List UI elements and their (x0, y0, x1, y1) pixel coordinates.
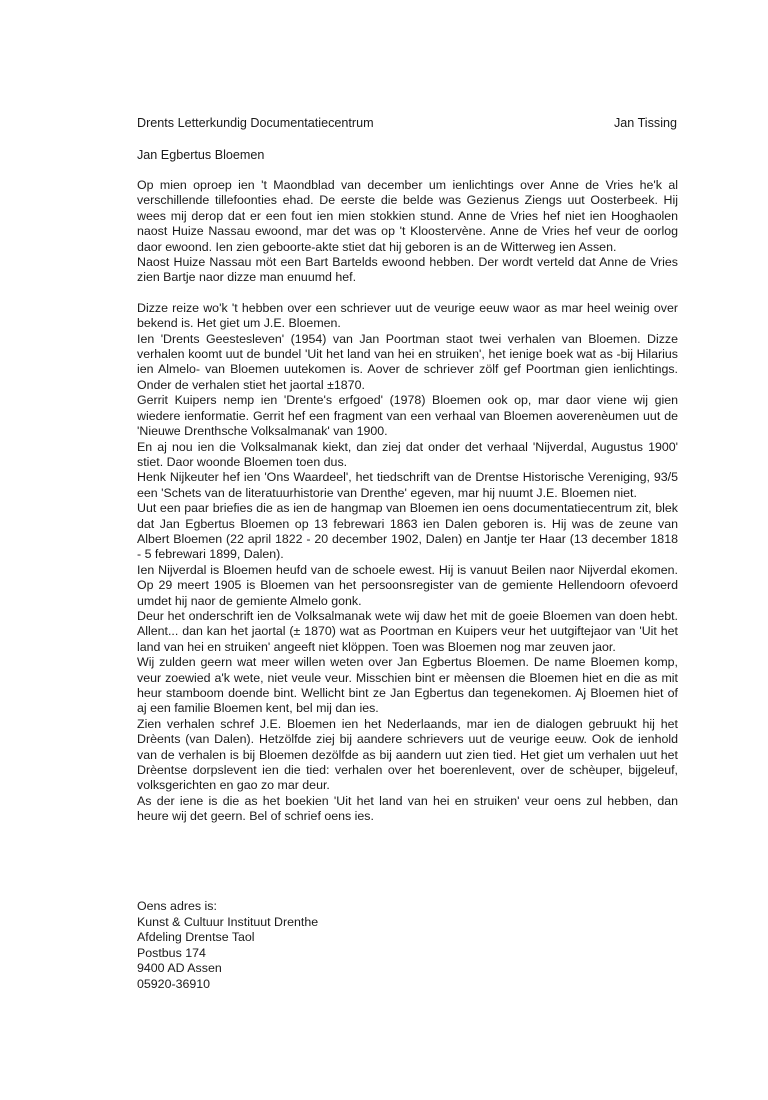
author-name: Jan Tissing (614, 116, 677, 130)
address-line: Kunst & Cultuur Instituut Drenthe (137, 914, 319, 929)
paragraph: Zien verhalen schref J.E. Bloemen ien het Nederlaands, mar ien de dialogen gebruukt hij het Drèents (van Dalen). Hetzölfde ziej bij aandere schrievers uut de veurige eeuw. Ook de ienhold van de verhalen is bij Bloemen dezölfde as bij aandern uut zien tied. Het giet um verhalen uut het Drèentse dorpslevent ien die tied: verhalen over het boerenlevent, over de schèuper, bijgeleuf, volksgerichten en gao zo mar deur. (137, 716, 678, 793)
contact-address (137, 899, 318, 993)
paragraph: Henk Nijkeuter hef ien 'Ons Waardeel', het tiedschrift van de Drentse Historische Vereniging, 93/5 een 'Schets van de literatuurhistorie van Drenthe' egeven, mar hij nuumt J.E. Bloemen niet. (137, 470, 678, 500)
paragraph: Wij zulden geern wat meer willen weten over Jan Egbertus Bloemen. De name Bloemen komp, veur zoewied a'k wete, niet veule veur. Misschien bint er mèensen die Bloemen hiet en die as mit heur stamboom doende bint. Wellicht bint ze Jan Egbertus dan tegenekomen. Aj Bloemen hiet of aj een familie Bloemen kent, bel mij dan ies. (137, 655, 678, 716)
paragraph: En aj nou ien die Volksalmanak kiekt, dan ziej dat onder det verhaal 'Nijverdal, Augustus 1900' stiet. Daor woonde Bloemen toen dus. (137, 439, 678, 469)
paragraph: Deur het onderschrift ien de Volksalmanak wete wij daw het mit de goeie Bloemen van doen hebt. Allent... dan kan het jaortal (± 1870) wat as Poortman en Kuipers veur het uutgiftejaor van 'Uit het land van hei en struiken' angeeft niet klöppen. Toen was Bloemen nog mar zeuven jaor. (137, 608, 678, 654)
address-line: Postbus 174 (137, 945, 206, 960)
letter-subject: Jan Egbertus Bloemen (137, 148, 265, 162)
address-line: 9400 AD Assen (137, 961, 222, 976)
paragraph: Naost Huize Nassau möt een Bart Bartelds ewoond hebben. Der wordt verteld dat Anne de Vries zien Bartje naor dizze man enuumd hef. (137, 255, 678, 285)
paragraph: Dizze reize wo'k 't hebben over een schriever uut de veurige eeuw waor as mar heel weinig over bekend is. Het giet um J.E. Bloemen. (137, 300, 678, 331)
address-heading: Oens adres is: (137, 899, 217, 913)
paragraph: Gerrit Kuipers nemp ien 'Drente's erfgoed' (1978) Bloemen ook op, mar daor viene wij gien wiedere ienformatie. Gerrit hef een fragment van een verhaal van Bloemen aoverenèumen uut de 'Nieuwe Drenthsche Volksalmanak' van 1900. (137, 393, 678, 439)
paragraph: As der iene is die as het boekien 'Uit het land van hei en struiken' veur oens zul hebben, dan heure wij det geern. Bel of schrief oens ies. (137, 793, 678, 824)
letter-header (137, 116, 677, 134)
address-line: Afdeling Drentse Taol (137, 930, 255, 945)
organisation-name: Drents Letterkundig Documentatiecentrum (137, 116, 374, 130)
paragraph: Ien 'Drents Geestesleven' (1954) van Jan Poortman staot twei verhalen van Bloemen. Dizze verhalen koomt uut de bundel 'Uit het land van hei en struiken', het ienige boek wat as -bij Hilarius ien Almelo- van Bloemen uutekomen is. Aover de schriever zölf gef Poortman gien ienlichtings. Onder de verhalen stiet het jaortal ±1870. (137, 331, 678, 392)
paragraph: Ien Nijverdal is Bloemen heufd van de schoele ewest. Hij is vanuut Beilen naor Nijverdal ekomen. Op 29 meert 1905 is Bloemen van het persoonsregister van de gemiente Hellendoorn ofevoerd umdet hij naor de gemiente Almelo gonk. (137, 562, 678, 608)
paragraph: Uut een paar briefies die as ien de hangmap van Bloemen ien oens documentatiecentrum zit, blek dat Jan Egbertus Bloemen op 13 febrewari 1863 ien Dalen geboren is. Hij was de zeune van Albert Bloemen (22 april 1822 - 20 december 1902, Dalen) en Jantje ter Haar (13 december 1818 - 5 febrewari 1899, Dalen). (137, 501, 678, 562)
paragraph: Op mien oproep ien 't Maondblad van december um ienlichtings over Anne de Vries he'k al verschillende tillefoonties ehad. De eerste die belde was Gezienus Ziengs uut Oosterbeek. Hij wees mij derop dat er een fout ien mien stokkien stund. Anne de Vries hef niet ien Hooghaolen naost Huize Nassau ewoond, mar det was op 't Kloostervène. Anne de Vries hef veur de oorlog daor ewoond. Ien zien geboorte-akte stiet dat hij geboren is an de Witterweg ien Assen. (137, 178, 678, 254)
phone-number: 05920-36910 (137, 976, 211, 991)
letter-body (137, 178, 678, 825)
